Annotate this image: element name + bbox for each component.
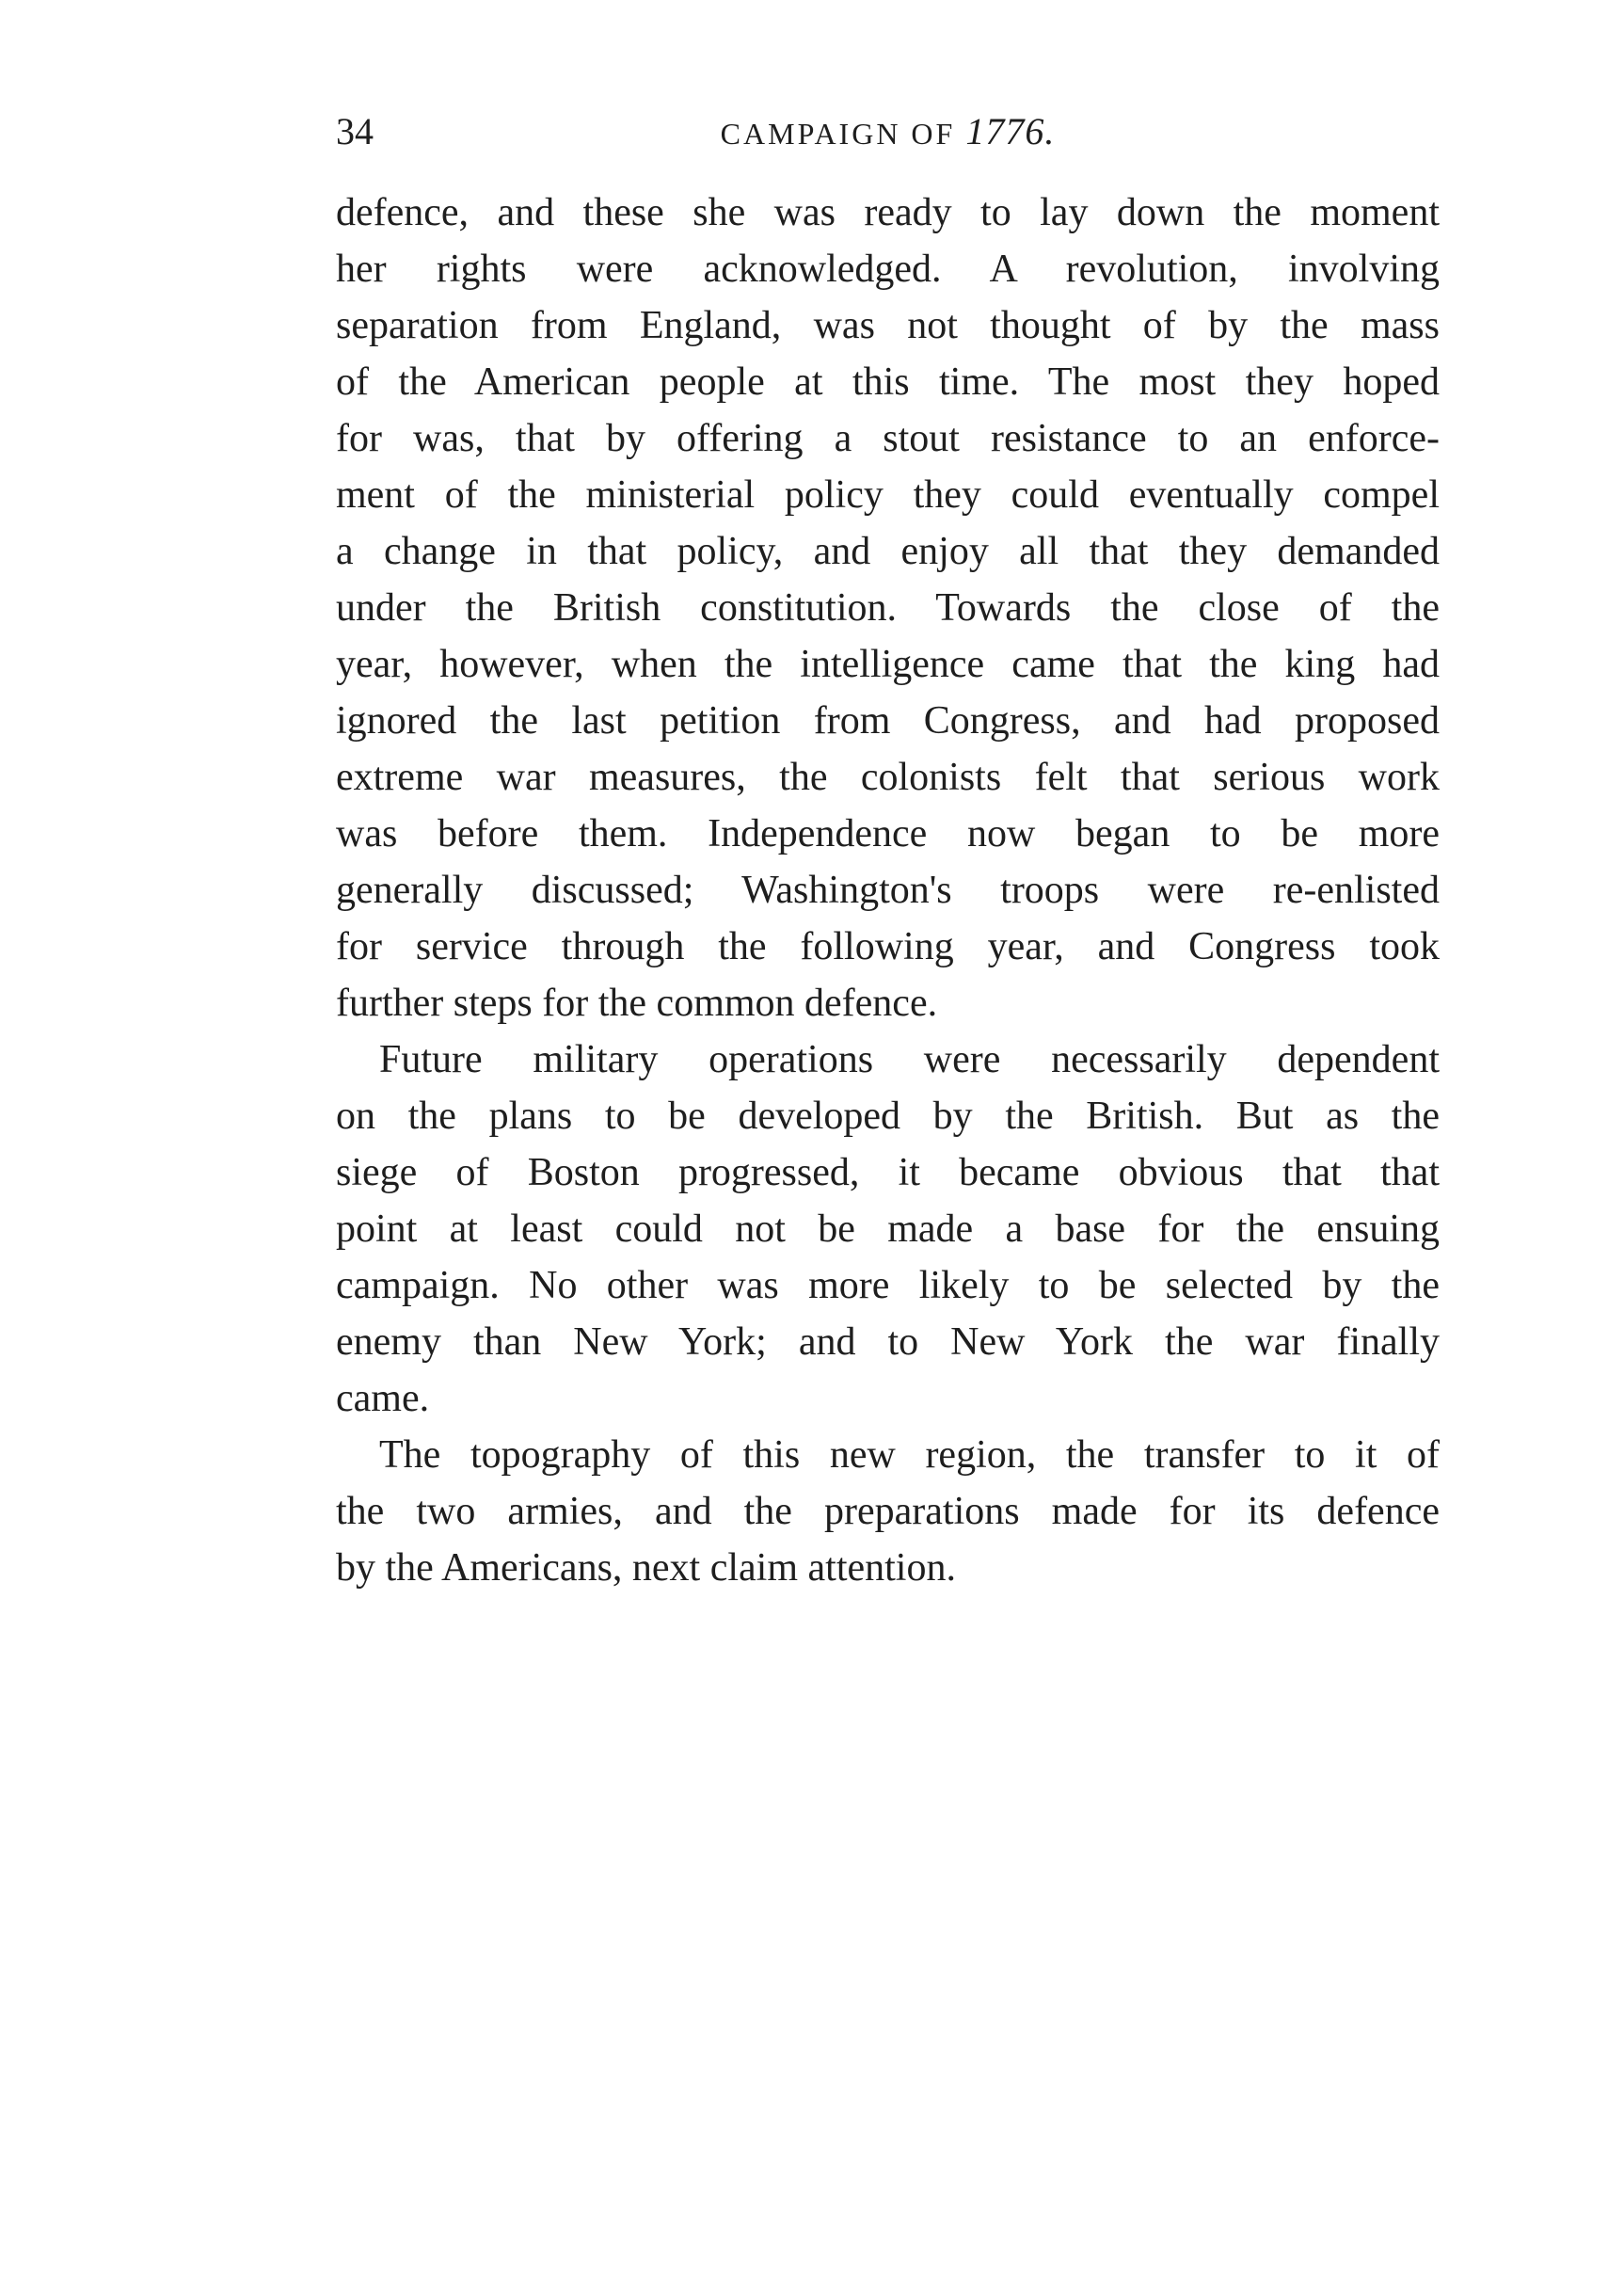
- text-line: the two armies, and the preparations made for its defence: [336, 1490, 1440, 1533]
- text-line: for was, that by offering a stout resistance to an enforce-: [336, 417, 1440, 460]
- text-line: was before them. Independence now began to be more: [336, 812, 1440, 855]
- text-line: generally discussed; Washington's troops were re-enlisted: [336, 869, 1440, 912]
- page-number: 34: [336, 110, 374, 152]
- text-line: point at least could not be made a base for the ensuing: [336, 1207, 1440, 1251]
- text-line: separation from England, was not thought of by the mass: [336, 304, 1440, 347]
- text-line: defence, and these she was ready to lay down the moment: [336, 191, 1440, 234]
- text-line: ignored the last petition from Congress, and had proposed: [336, 699, 1440, 743]
- text-line: for service through the following year, and Congress took: [336, 925, 1440, 968]
- text-line: campaign. No other was more likely to be selected by the: [336, 1264, 1440, 1307]
- text-line: The topography of this new region, the transfer to it of: [379, 1433, 1440, 1477]
- text-line: under the British constitution. Towards the close of the: [336, 586, 1440, 630]
- paragraph: [336, 1427, 1440, 1596]
- body-text: [336, 184, 1440, 1596]
- paragraph: [336, 1031, 1440, 1427]
- text-line: ment of the ministerial policy they could eventually compel: [336, 473, 1440, 517]
- running-title: [336, 105, 1440, 160]
- text-line: a change in that policy, and enjoy all that they demanded: [336, 530, 1440, 573]
- text-line: extreme war measures, the colonists felt that serious work: [336, 756, 1440, 799]
- running-title-text: CAMPAIGN OF: [720, 117, 956, 151]
- text-line: of the American people at this time. The most they hoped: [336, 360, 1440, 404]
- text-line: year, however, when the intelligence came that the king had: [336, 643, 1440, 686]
- text-line: on the plans to be developed by the British. But as the: [336, 1095, 1440, 1138]
- running-head: [336, 105, 1440, 158]
- paragraph: [336, 184, 1440, 1031]
- text-line: enemy than New York; and to New York the war finally: [336, 1320, 1440, 1364]
- running-title-year: 1776.: [965, 110, 1056, 152]
- text-line: siege of Boston progressed, it became obvious that that: [336, 1151, 1440, 1194]
- text-line: Future military operations were necessarily dependent: [379, 1038, 1440, 1081]
- text-line: by the Americans, next claim attention.: [336, 1546, 956, 1590]
- text-line: further steps for the common defence.: [336, 982, 938, 1025]
- text-line: came.: [336, 1377, 430, 1420]
- text-line: her rights were acknowledged. A revolution, involving: [336, 248, 1440, 291]
